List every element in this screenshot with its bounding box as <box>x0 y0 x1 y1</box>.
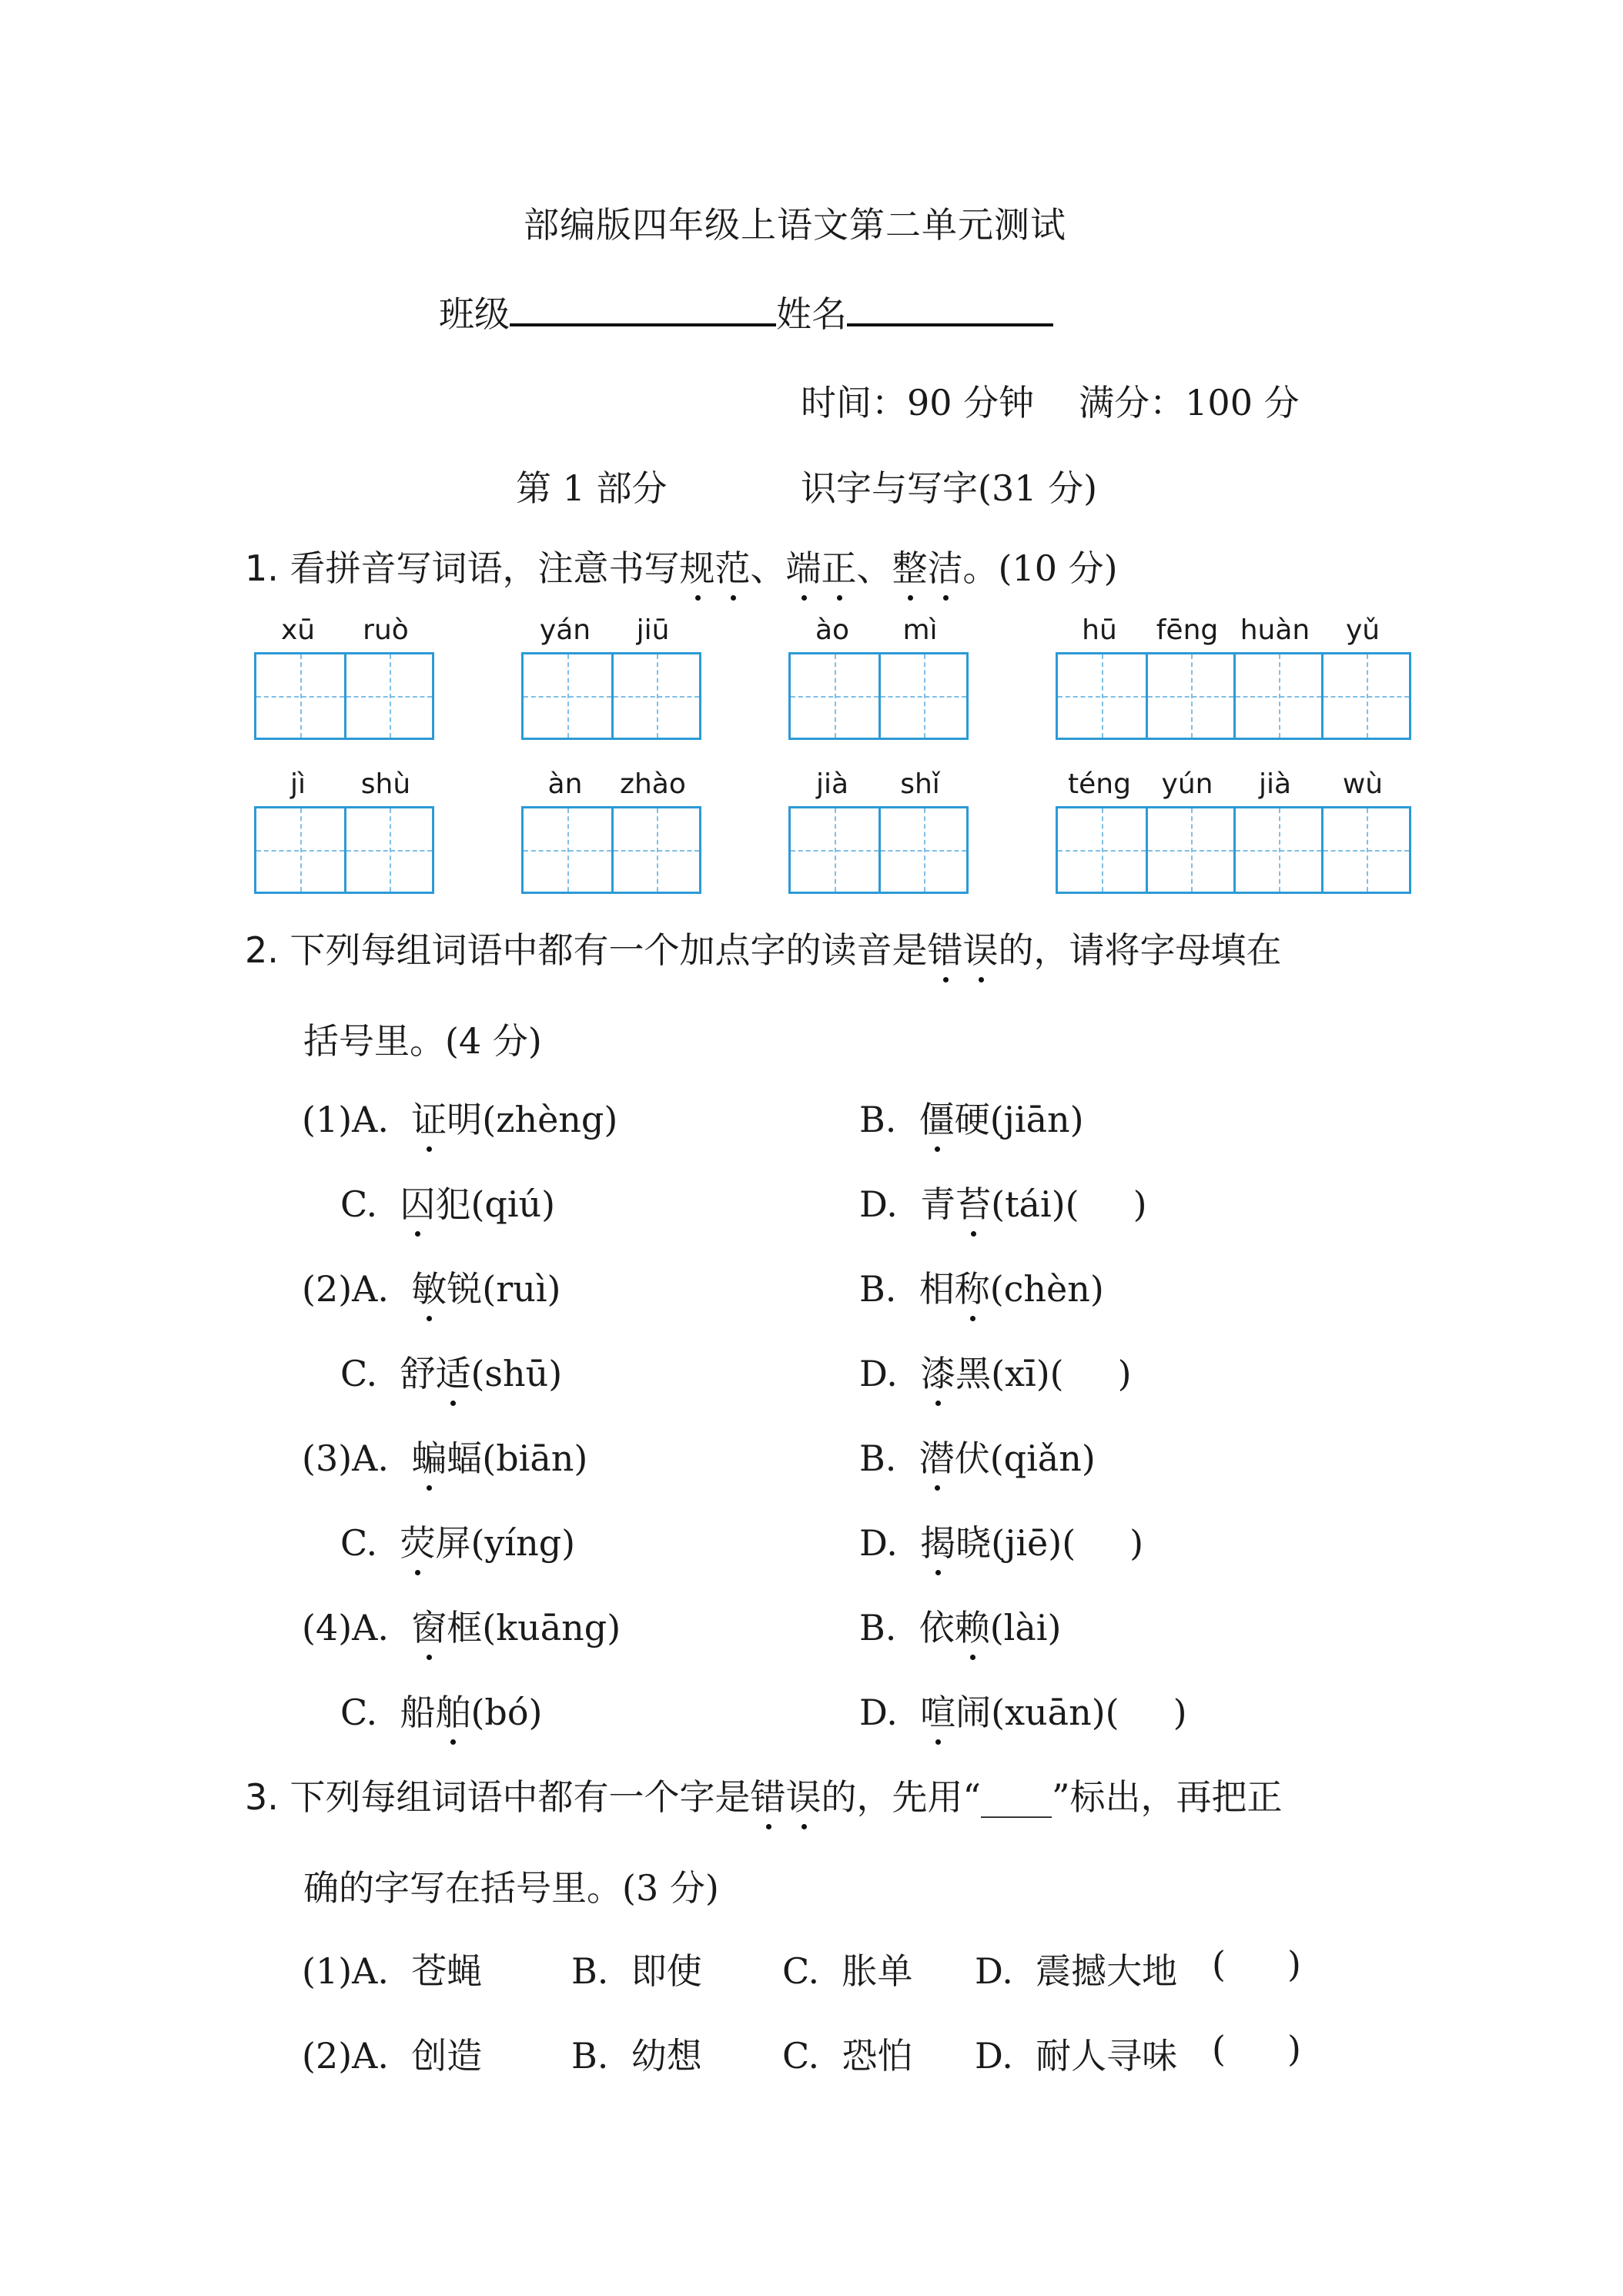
writing-cell[interactable] <box>1321 808 1409 892</box>
writing-cell[interactable] <box>611 808 699 892</box>
part1-label: 第 1 部分 <box>516 467 668 509</box>
writing-grid[interactable] <box>1056 806 1411 894</box>
q1-text: 看拼音写词语，注意书写 <box>289 547 680 589</box>
dotted-char: 整 <box>892 541 928 591</box>
q2-prompt-line1 <box>245 922 1282 973</box>
writing-grid[interactable] <box>788 806 969 894</box>
name-blank[interactable] <box>847 288 1053 326</box>
writing-grid[interactable] <box>521 652 701 740</box>
pinyin-label: shù <box>360 768 411 800</box>
pinyin-label: jì <box>289 768 306 800</box>
pinyin-label: jiū <box>636 614 670 646</box>
pinyin-label: xū <box>280 614 316 646</box>
pinyin-label: téng <box>1068 768 1131 800</box>
writing-grid[interactable] <box>521 806 701 894</box>
q2-option-d[interactable]: D. 喧闹(xuān)( ) <box>859 1685 1187 1735</box>
pinyin-label: ruò <box>363 614 409 646</box>
writing-cell[interactable] <box>256 808 344 892</box>
writing-cell[interactable] <box>1058 808 1146 892</box>
q2-option-d[interactable]: D. 揭晓(jiē)( ) <box>859 1515 1143 1566</box>
writing-cell[interactable] <box>524 808 611 892</box>
q3-row-2-a[interactable]: (2)A. 创造 <box>302 2035 483 2077</box>
q2-option-c[interactable]: C. 舒适(shū) <box>340 1346 562 1397</box>
pinyin-label: mì <box>902 614 938 646</box>
writing-grid[interactable] <box>788 652 969 740</box>
writing-cell[interactable] <box>344 654 432 738</box>
pinyin-label: jià <box>1258 768 1292 800</box>
writing-cell[interactable] <box>791 654 878 738</box>
writing-cell[interactable] <box>1058 654 1146 738</box>
page-title: 部编版四年级上语文第二单元测试 <box>524 204 1066 246</box>
q3-text: 下列每组词语中都有一个字是 <box>289 1776 751 1818</box>
class-label: 班级 <box>439 293 510 335</box>
q3-text: 的，先用“____”标出，再把正 <box>821 1776 1283 1818</box>
q2-option-d[interactable]: D. 漆黑(xī)( ) <box>859 1346 1132 1397</box>
class-blank[interactable] <box>510 288 776 326</box>
score-text: 满分：100 分 <box>1079 382 1300 423</box>
q2-option-a[interactable]: (3)A. 蝙蝠(biān) <box>302 1431 587 1481</box>
q2-option-b[interactable]: B. 僵硬(jiān) <box>859 1092 1084 1143</box>
q1-number: 1. <box>245 547 279 589</box>
dotted-char: 规 <box>680 541 715 591</box>
dotted-char: 误 <box>786 1769 822 1820</box>
pinyin-label: jià <box>815 768 849 800</box>
q2-text: 下列每组词语中都有一个加点字的读音是 <box>289 929 928 971</box>
q3-row-1-b[interactable]: B. 即使 <box>571 1950 702 1992</box>
dotted-char: 正 <box>822 541 857 591</box>
pinyin-label: hū <box>1082 614 1117 646</box>
q1-points: 。(10 分) <box>962 547 1118 589</box>
writing-cell[interactable] <box>791 808 878 892</box>
q3-row-2-b[interactable]: B. 幼想 <box>571 2035 702 2077</box>
q3-prompt-line1 <box>245 1769 1283 1820</box>
q1-separator: 、 <box>856 547 892 589</box>
q2-option-a[interactable]: (2)A. 敏锐(ruì) <box>302 1261 561 1312</box>
q2-option-c[interactable]: C. 船舶(bó) <box>340 1685 542 1735</box>
dotted-char: 误 <box>963 922 999 973</box>
pinyin-label: huàn <box>1240 614 1310 646</box>
class-name-line <box>439 286 1053 337</box>
writing-cell[interactable] <box>1233 654 1321 738</box>
dotted-char: 洁 <box>928 541 963 591</box>
q3-row-1-c[interactable]: C. 胀单 <box>782 1950 913 1992</box>
part1-name: 识字与写字(31 分) <box>801 467 1098 509</box>
pinyin-label: yán <box>539 614 591 646</box>
writing-grid[interactable] <box>1056 652 1411 740</box>
writing-cell[interactable] <box>1321 654 1409 738</box>
dotted-char: 错 <box>928 922 963 973</box>
pinyin-label: ào <box>815 614 850 646</box>
q2-option-a[interactable]: (4)A. 窗框(kuāng) <box>302 1600 621 1651</box>
writing-cell[interactable] <box>611 654 699 738</box>
q2-option-d[interactable]: D. 青苔(tái)( ) <box>859 1176 1147 1227</box>
pinyin-label: zhào <box>620 768 686 800</box>
writing-cell[interactable] <box>1146 808 1233 892</box>
pinyin-label: fēng <box>1156 614 1219 646</box>
q1-separator: 、 <box>750 547 786 589</box>
q2-option-b[interactable]: B. 依赖(lài) <box>859 1600 1061 1651</box>
writing-cell[interactable] <box>1146 654 1233 738</box>
q3-row-2-c[interactable]: C. 恐怕 <box>782 2035 913 2077</box>
writing-cell[interactable] <box>524 654 611 738</box>
q2-option-a[interactable]: (1)A. 证明(zhèng) <box>302 1092 617 1143</box>
pinyin-label: shǐ <box>900 768 940 800</box>
dotted-char: 端 <box>786 541 822 591</box>
writing-cell[interactable] <box>878 654 966 738</box>
pinyin-label: yún <box>1161 768 1213 800</box>
name-label: 姓名 <box>776 293 847 335</box>
writing-cell[interactable] <box>878 808 966 892</box>
pinyin-label: àn <box>547 768 583 800</box>
q3-row-2-answer[interactable]: ( ) <box>1212 2028 1301 2070</box>
pinyin-label: wù <box>1342 768 1384 800</box>
q3-number: 3. <box>245 1776 279 1818</box>
time-text: 时间：90 分钟 <box>801 382 1035 423</box>
pinyin-label: yǔ <box>1345 614 1380 646</box>
q3-row-2-d[interactable]: D. 耐人寻味 <box>975 2035 1178 2077</box>
q3-row-1-answer[interactable]: ( ) <box>1212 1943 1301 1985</box>
q1-prompt <box>245 541 1118 591</box>
writing-grid[interactable] <box>254 652 434 740</box>
writing-grid[interactable] <box>254 806 434 894</box>
writing-cell[interactable] <box>256 654 344 738</box>
q2-prompt-line2: 括号里。(4 分) <box>303 1020 542 1062</box>
writing-cell[interactable] <box>1233 808 1321 892</box>
q3-row-1-d[interactable]: D. 震撼大地 <box>975 1950 1178 1992</box>
q3-prompt-line2: 确的字写在括号里。(3 分) <box>303 1867 719 1909</box>
time-score-line <box>801 375 1300 426</box>
q2-option-b[interactable]: B. 相称(chèn) <box>859 1261 1104 1312</box>
q2-option-b[interactable]: B. 潜伏(qiǎn) <box>859 1431 1096 1481</box>
q2-option-c[interactable]: C. 荧屏(yíng) <box>340 1515 575 1566</box>
writing-cell[interactable] <box>344 808 432 892</box>
q2-option-c[interactable]: C. 囚犯(qiú) <box>340 1176 555 1227</box>
dotted-char: 范 <box>715 541 751 591</box>
q2-number: 2. <box>245 929 279 971</box>
q2-text: 的，请将字母填在 <box>998 929 1282 971</box>
dotted-char: 错 <box>751 1769 786 1820</box>
q3-row-1-a[interactable]: (1)A. 苍蝇 <box>302 1950 483 1992</box>
